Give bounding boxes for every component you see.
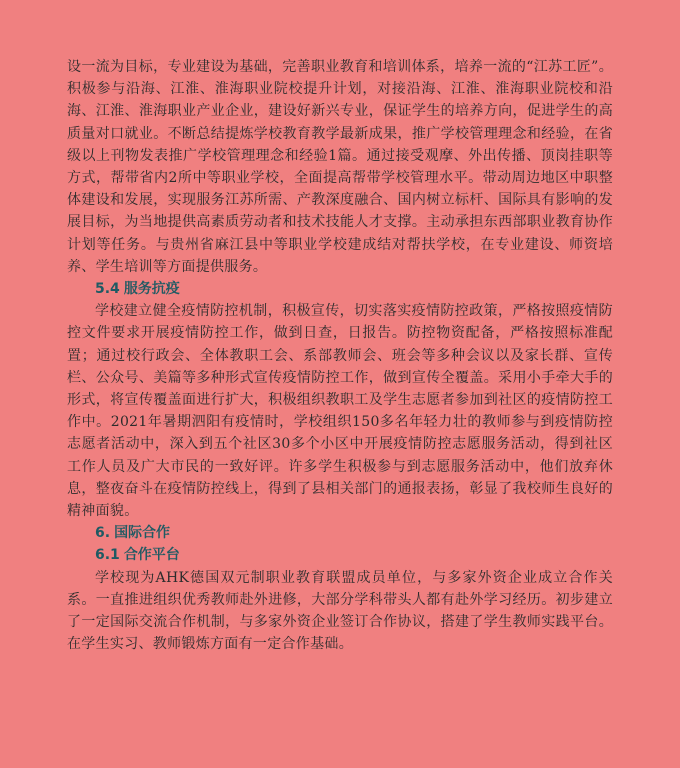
body-paragraph: 学校现为AHK德国双元制职业教育联盟成员单位，与多家外资企业成立合作关系。一直推进组织优秀教师赴外进修，大部分学科带头人都有赴外学习经历。初步建立了一定国际交流合作机制，与多家外资企业签订合作协议，搭建了学生教师实践平台。在学生实习、教师锻炼方面有一定合作基础。 [67, 569, 613, 653]
section-heading-6 [67, 522, 613, 544]
section-number: 6. [95, 525, 111, 542]
section-title: 服务抗疫 [123, 281, 180, 298]
section-title: 国际合作 [114, 525, 171, 542]
section-number: 6.1 [95, 547, 120, 564]
section-title: 合作平台 [123, 547, 180, 564]
section-heading-6-1 [67, 544, 613, 566]
section-number: 5.4 [95, 281, 120, 298]
section-heading-5-4 [67, 278, 613, 300]
body-paragraph: 设一流为目标，专业建设为基础，完善职业教育和培训体系，培养一流的“江苏工匠”。积极参与沿海、江淮、淮海职业院校提升计划，对接沿海、江淮、淮海职业院校和沿海、江淮、淮海职业产业企业，建设好新兴专业，保证学生的培养方向，促进学生的高质量对口就业。不断总结提炼学校教育教学最新成果，推广学校管理理念和经验，在省级以上刊物发表推广学校管理理念和经验1篇。通过接受观摩、外出传播、顶岗挂职等方式，帮带省内2所中等职业学校，全面提高帮带学校管理水平。带动周边地区中职整体建设和发展，实现服务江苏所需、产教深度融合、国内树立标杆、国际具有影响的发展目标，为当地提供高素质劳动者和技术技能人才支撑。主动承担东西部职业教育协作计划等任务。与贵州省麻江县中等职业学校建成结对帮扶学校，在专业建设、师资培养、学生培训等方面提供服务。 [67, 59, 613, 275]
body-paragraph: 学校建立健全疫情防控机制，积极宣传，切实落实疫情防控政策，严格按照疫情防控文件要求开展疫情防控工作，做到日查，日报告。防控物资配备，严格按照标准配置；通过校行政会、全体教职工会、系部教师会、班会等多种会议以及家长群、宣传栏、公众号、美篇等多种形式宣传疫情防控工作，做到宣传全覆盖。采用小手牵大手的形式，将宣传覆盖面进行扩大，积极组织教职工及学生志愿者参加到社区的疫情防控工作中。2021年暑期泗阳有疫情时，学校组织150多名年轻力壮的教师参与到疫情防控志愿者活动中，深入到五个社区30多个小区中开展疫情防控志愿服务活动，得到社区工作人员及广大市民的一致好评。许多学生积极参与到志愿服务活动中，他们放弃休息，整夜奋斗在疫情防控线上，得到了县相关部门的通报表扬，彰显了我校师生良好的精神面貌。 [67, 303, 613, 520]
